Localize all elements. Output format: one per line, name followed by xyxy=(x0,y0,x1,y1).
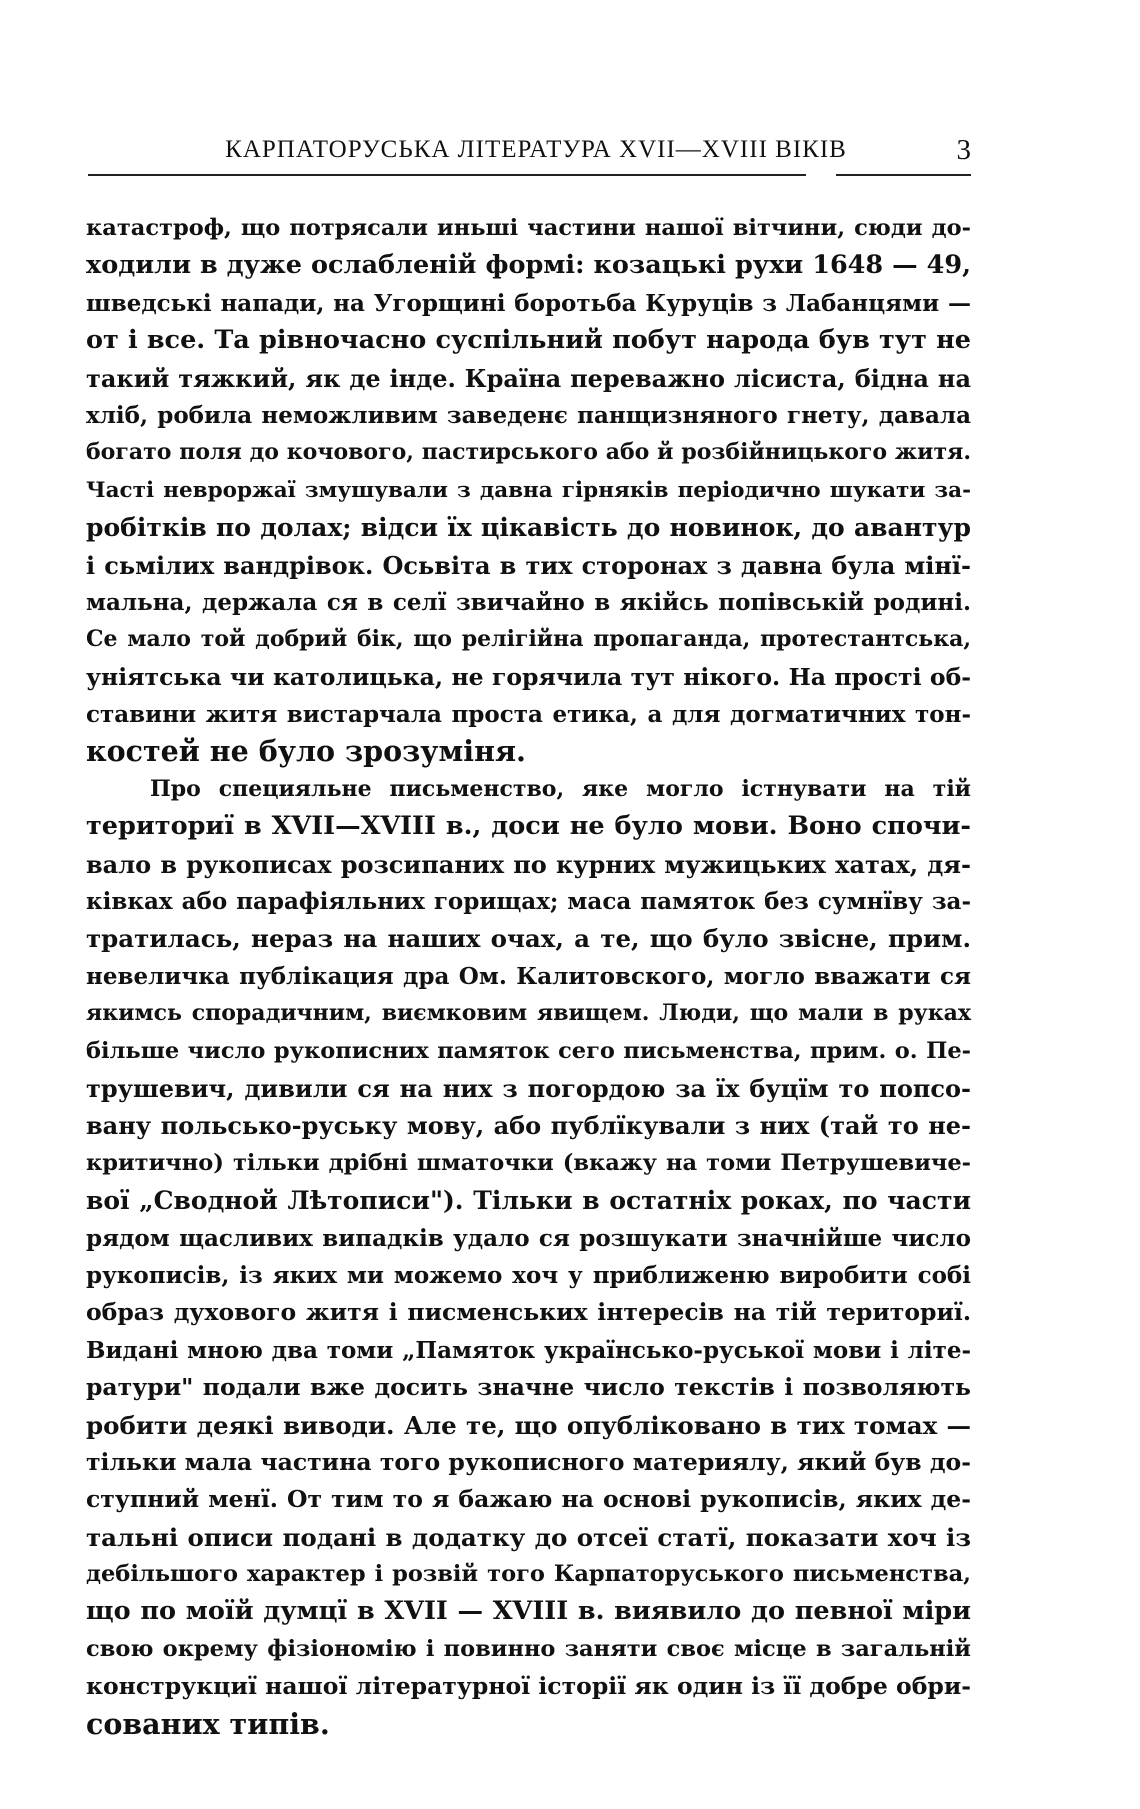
text-line: конструкциї нашої літературної історії як один із її добре обри- xyxy=(86,1672,971,1701)
paragraph-1 xyxy=(86,210,971,771)
text-line: Се мало той добрий бік, що релігійна пропаганда, протестантська, xyxy=(86,626,971,653)
text-line: ходили в дуже ослабленій формі: козацькі рухи 1648 — 49, xyxy=(86,250,971,281)
text-line: ставини житя вистарчала проста етика, а для догматичних тон- xyxy=(86,701,971,729)
text-line: мальна, держала ся в селї звичайно в якійсь попівській родині. xyxy=(86,588,971,616)
text-line: рукописів, із яких ми можемо хоч у приближеню виробити собі xyxy=(86,1261,971,1289)
text-line: критично) тільки дрібні шматочки (вкажу на томи Петрушевиче- xyxy=(86,1149,971,1176)
text-line: богато поля до кочового, пастирського або й розбійницького житя. xyxy=(86,439,971,466)
header-rule xyxy=(88,174,806,176)
text-line: от і все. Та рівночасно суспільний побут народа був тут не xyxy=(86,325,971,356)
text-line: сованих типів. xyxy=(86,1706,330,1741)
text-line: Про специяльне письменство, яке могло істнувати на тій xyxy=(150,775,971,802)
text-line: тратилась, нераз на наших очах, а те, що було звісне, прим. xyxy=(86,924,971,954)
text-line: ступний менї. От тим то я бажаю на основі рукописів, яких де- xyxy=(86,1485,971,1514)
text-line: уніятська чи католицька, не горячила тут нікого. На прості об- xyxy=(86,662,971,691)
text-line: Часті невроржаї змушували з давна гірняків періодично шукати за- xyxy=(86,477,971,503)
header-rule-tail xyxy=(836,174,971,176)
running-title: КАРПАТОРУСЬКА ЛІТЕРАТУРА XVII—XVIII ВІКІВ xyxy=(225,136,847,163)
text-line: якимсь спорадичним, виємковим явищем. Люди, що мали в руках xyxy=(86,1000,971,1027)
paragraph-2 xyxy=(86,771,971,1743)
page-number: 3 xyxy=(956,134,971,166)
text-line: робітків по долах; відси їх цікавість до новинок, до авантур xyxy=(86,513,971,543)
text-line: невеличка публікация дра Ом. Калитовского, могло вважати ся xyxy=(86,962,971,990)
running-head xyxy=(86,136,971,170)
body-text xyxy=(86,210,971,1743)
text-line: образ духового житя і писменських інтересів на тій териториї. xyxy=(86,1298,971,1327)
text-line: катастроф, що потрясали иньші частини нашої вітчини, сюди до- xyxy=(86,215,971,241)
text-line: тільки мала частина того рукописного материялу, який був до- xyxy=(86,1447,971,1476)
text-line: такий тяжкий, як де інде. Країна переважно лісиста, бідна на xyxy=(86,363,971,393)
text-line: трушевич, дивили ся на них з погордою за їх буцїм то попсо- xyxy=(86,1073,971,1103)
text-line: ратури" подали вже досить значне число текстів і позволяють xyxy=(86,1373,971,1402)
text-line: рядом щасливих випадків удало ся розшукати значнійше число xyxy=(86,1224,971,1252)
text-line: і сьмілих вандрівок. Осьвіта в тих сторонах з давна була мінї- xyxy=(86,550,971,580)
text-line: костей не було зрозуміня. xyxy=(86,734,526,769)
text-line: шведські напади, на Угорщині боротьба Куруців з Лабанцями — xyxy=(86,289,971,317)
text-line: териториї в XVII—XVIII в., доси не було мови. Воно спочи- xyxy=(86,811,971,842)
text-line: тальні описи подані в додатку до отсеї статї, показати хоч із xyxy=(86,1522,971,1552)
text-line: Видані мною два томи „Памяток українсько-руської мови і літе- xyxy=(86,1336,971,1364)
text-line: робити деякі виводи. Але те, що опубліковано в тих томах — xyxy=(86,1410,971,1440)
text-line: більше число рукописних памяток сего письменства, прим. о. Пе- xyxy=(86,1037,971,1064)
text-line: вало в рукописах розсипаних по курних мужицьких хатах, дя- xyxy=(86,849,971,879)
text-line: вану польсько-руську мову, або публїкували з них (тай то не- xyxy=(86,1111,971,1141)
text-line: хліб, робила неможливим заведенє панщизняного гнету, давала xyxy=(86,401,971,429)
text-line: що по моїй думцї в XVII — XVIII в. виявило до певної міри xyxy=(86,1596,971,1627)
text-line: ківках або парафіяльних горищах; маса памяток без сумнїву за- xyxy=(86,888,971,916)
text-line: свою окрему фізіономію і повинно заняти своє місце в загальній xyxy=(86,1635,971,1662)
text-line: дебільшого характер і розвій того Карпаторуського письменства, xyxy=(86,1561,971,1588)
text-line: вої „Сводной Лѣтописи"). Тільки в остатніх роках, по части xyxy=(86,1186,971,1216)
